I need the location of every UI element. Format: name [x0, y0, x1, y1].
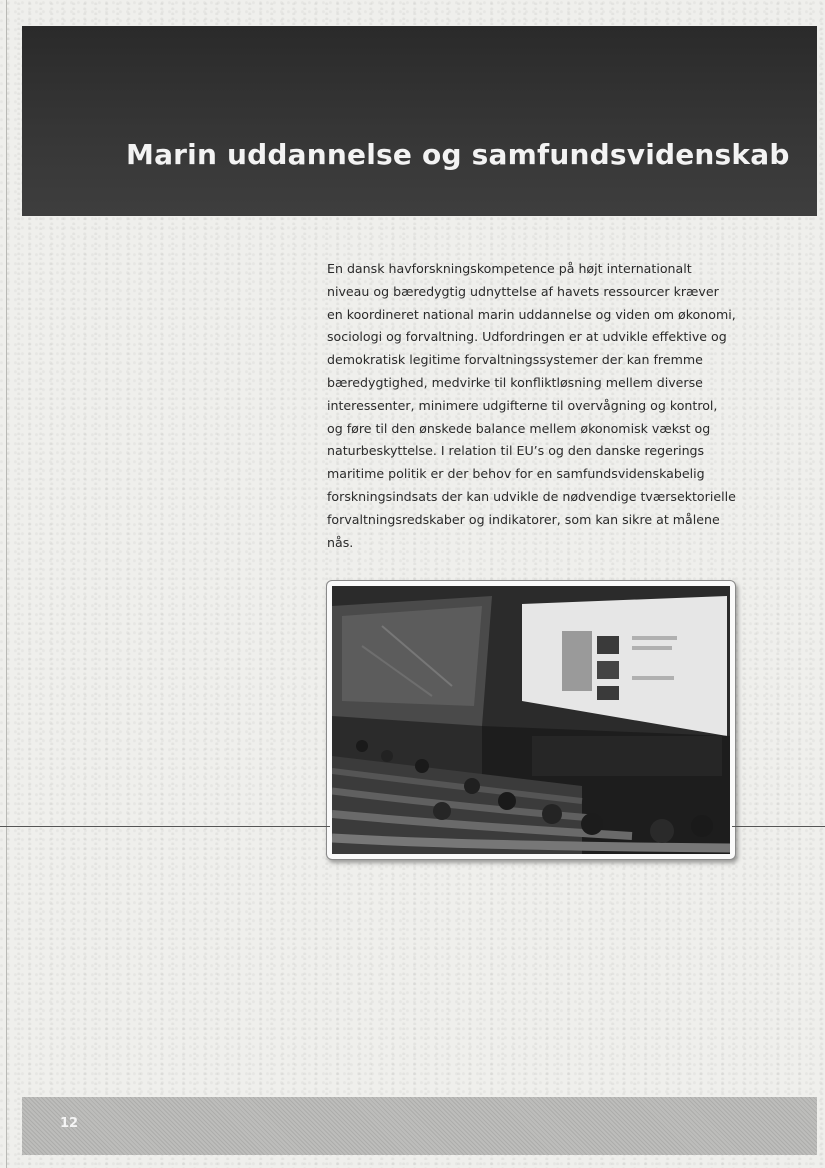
crop-mark-line — [732, 826, 825, 827]
page-edge-line — [6, 0, 7, 1168]
page-number: 12 — [60, 1116, 79, 1131]
lecture-hall-photo-image — [332, 586, 730, 854]
intro-paragraph: En dansk havforskningskompetence på højt internationalt niveau og bæredygtig udnyttelse af havets ressourcer kræver en koordineret national marin uddannelse og viden om økonomi, sociologi og forvaltning. Udfordringen er at udvikle effektive og demokratisk legitime forvaltningssystemer der kan fremme bæredygtighed, medvirke til konfliktløsning mellem diverse interessenter, minimere udgifterne til overvågning og kontrol, og føre til den ønskede balance mellem økonomisk vækst og naturbeskyttelse. I relation til EU’s og den danske regerings maritime politik er der behov for en samfundsvidenskabelig forskningsindsats der kan udvikle de nødvendige tværsektorielle forvaltningsredskaber og indikatorer, som kan sikre at målene nås. — [327, 261, 736, 550]
lecture-hall-photo — [326, 580, 736, 860]
page-title: Marin uddannelse og samfundsvidenskab — [126, 138, 790, 171]
footer-band — [22, 1097, 817, 1155]
header-band — [22, 26, 817, 216]
crop-mark-line — [0, 826, 330, 827]
